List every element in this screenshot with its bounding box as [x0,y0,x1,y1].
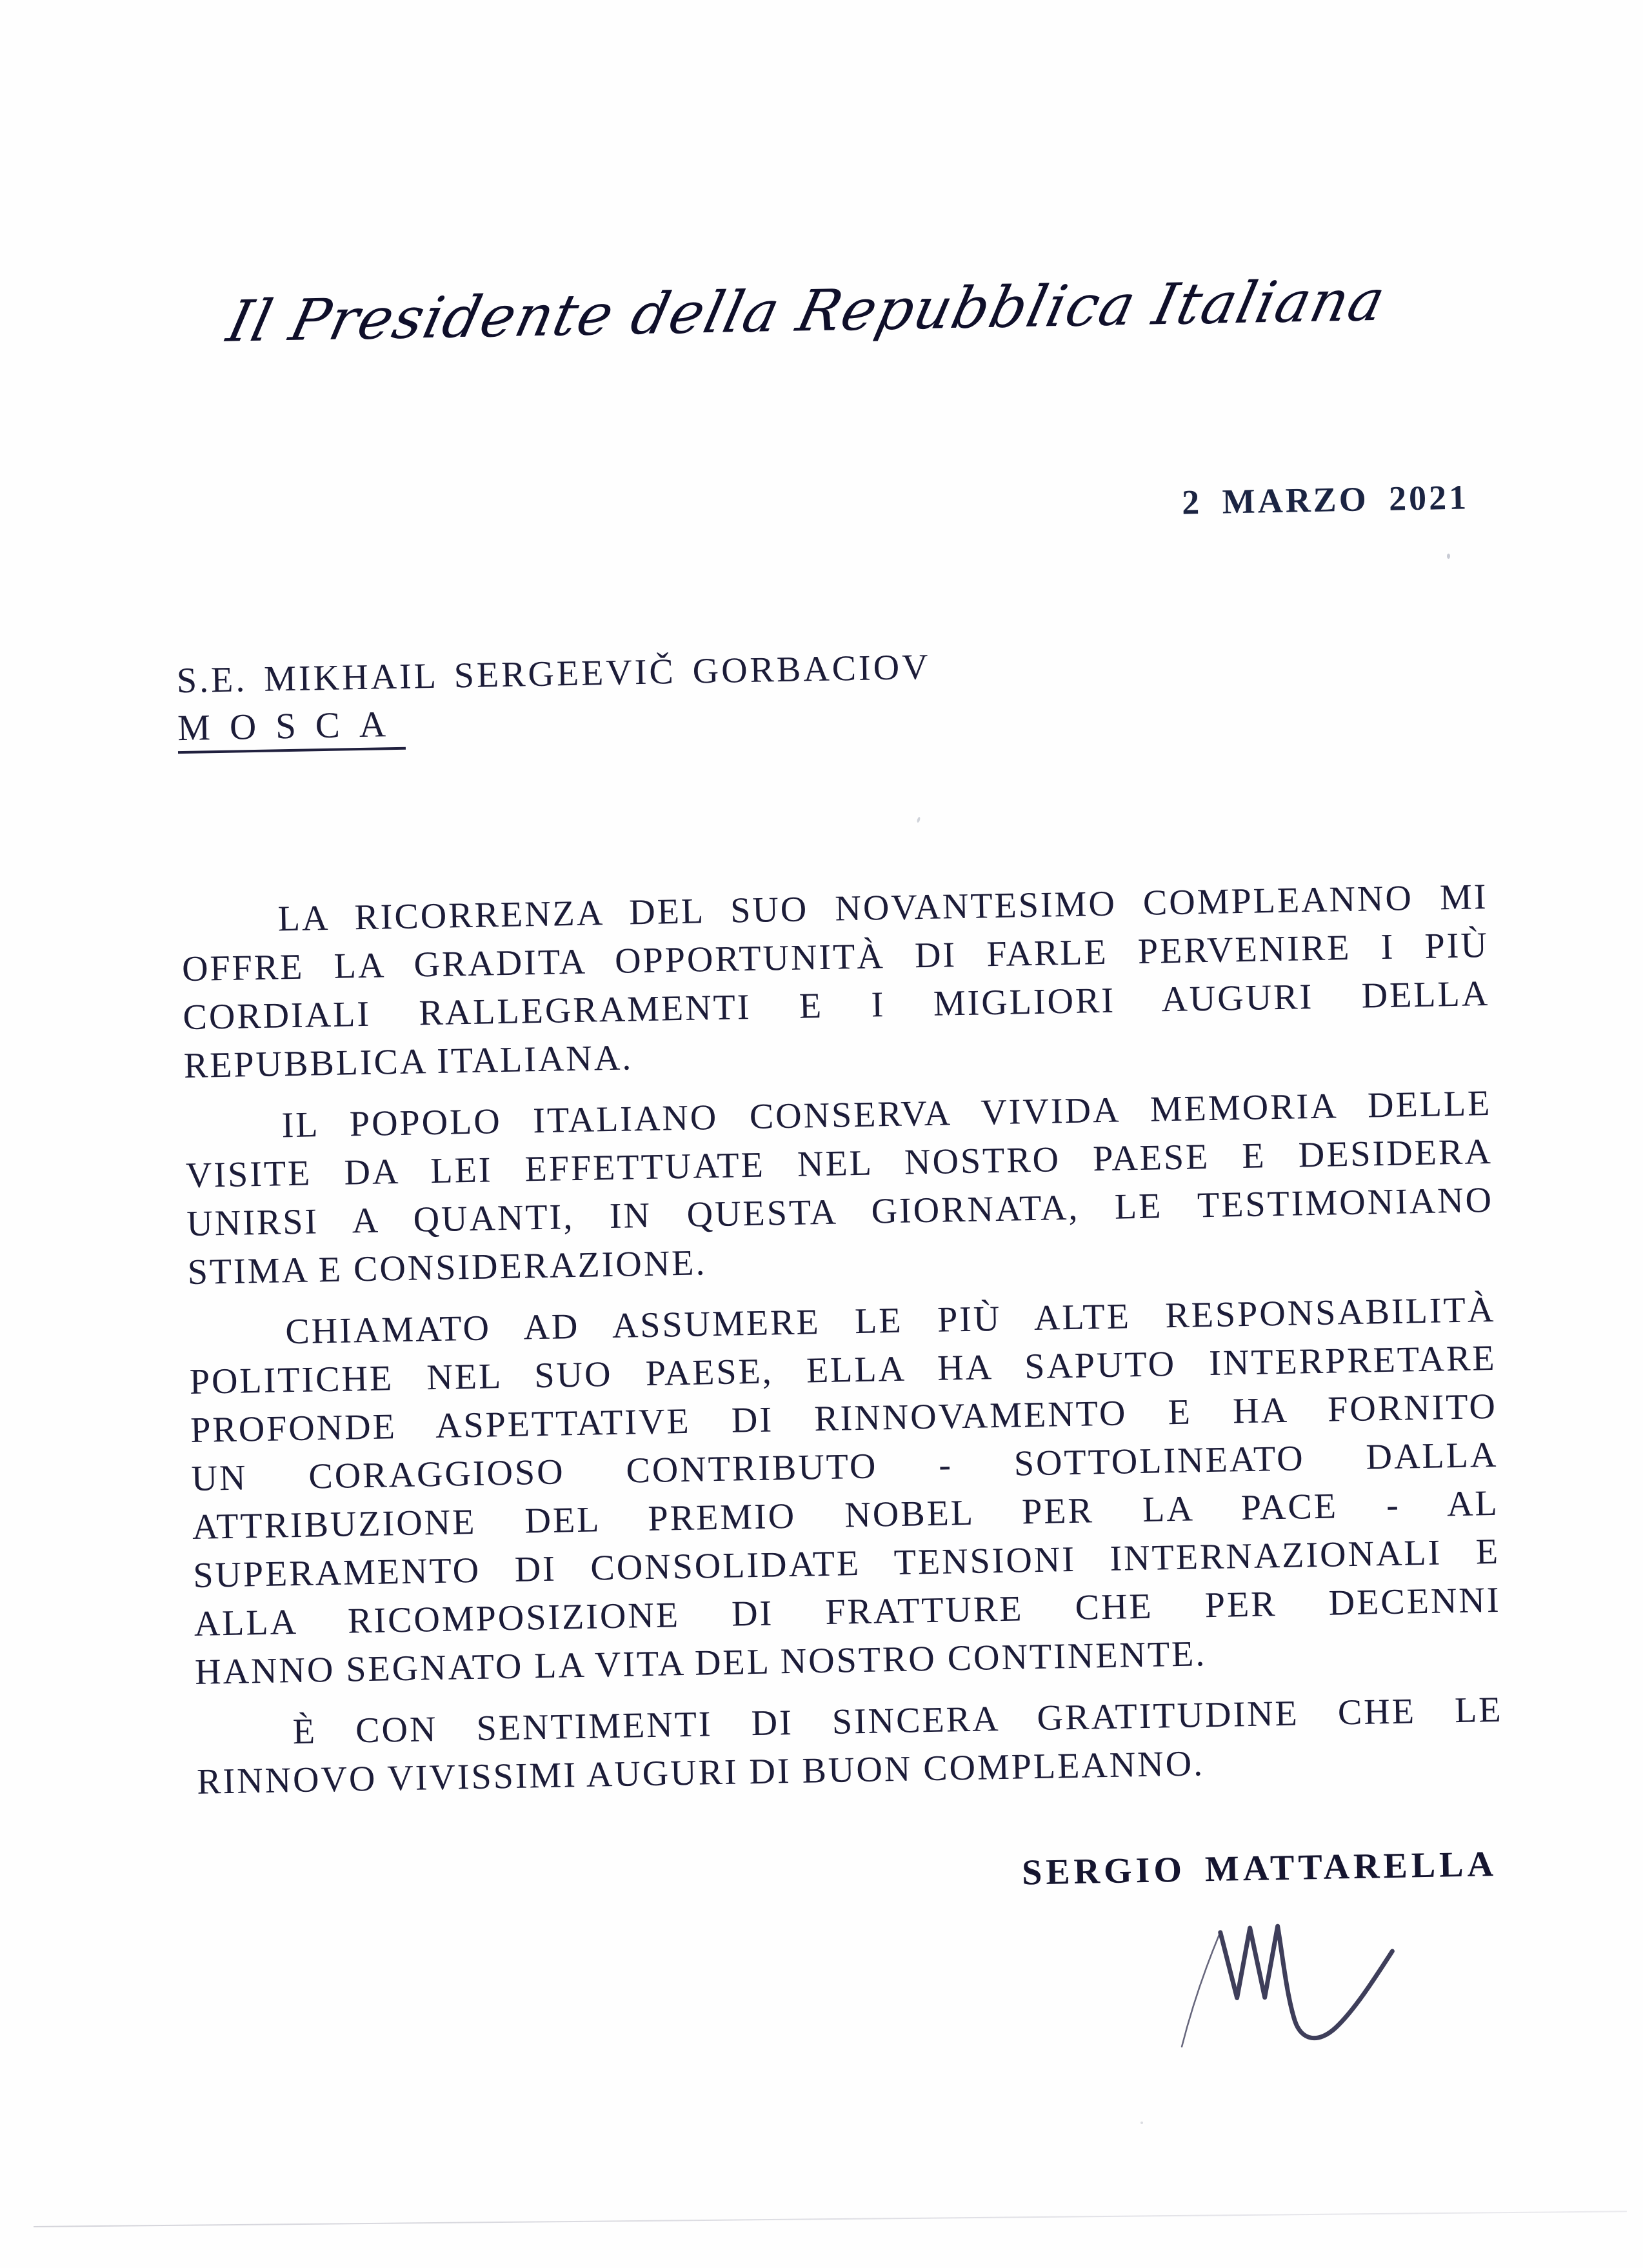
letter-line: IL POPOLO ITALIANO CONSERVA VIVIDA MEMORIA DELLE [281,1083,1492,1146]
letter-body [181,873,1504,1807]
letter-line: CORDIALI RALLEGRAMENTI E I MIGLIORI AUGURI DELLA [182,973,1490,1038]
letter-line: OFFRE LA GRADITA OPPORTUNITÀ DI FARLE PERVENIRE I PIÙ [181,925,1489,990]
letter-line: STIMA E CONSIDERAZIONE. [187,1243,707,1293]
letter-paragraph [184,1079,1495,1297]
letter-date: 2 MARZO 2021 [1181,477,1469,522]
letter-line: CHIAMATO AD ASSUMERE LE PIÙ ALTE RESPONSABILITÀ [284,1289,1496,1352]
letter-line: POLITICHE NEL SUO PAESE, ELLA HA SAPUTO INTERPRETARE [189,1338,1497,1403]
letterhead-script: Il Presidente della Repubblica Italiana [221,266,1392,355]
scan-speck [1447,554,1450,559]
handwritten-signature [1156,1915,1429,2075]
signer-name: SERGIO MATTARELLA [1021,1844,1498,1893]
letter-line: HANNO SEGNATO LA VITA DEL NOSTRO CONTINENTE. [194,1634,1207,1692]
letter-line: È CON SENTIMENTI DI SINCERA GRATITUDINE CHE LE [292,1689,1504,1752]
letter-line: LA RICORRENZA DEL SUO NOVANTESIMO COMPLEANNO MI [277,877,1489,939]
letter-line: ATTRIBUZIONE DEL PREMIO NOBEL PER LA PACE - AL [192,1483,1500,1547]
letter-line: VISITE DA LEI EFFETTUATE NEL NOSTRO PAESE E DESIDERA [185,1131,1493,1196]
recipient-city: MOSCA [177,705,406,754]
scan-speck [1140,2122,1143,2124]
recipient-block [176,645,931,754]
letter-line: RINNOVO VIVISSIMI AUGURI DI BUON COMPLEANNO. [196,1743,1205,1802]
recipient-name: S.E. MIKHAIL SERGEEVIČ GORBACIOV [176,647,931,701]
letter-paragraph [188,1286,1502,1697]
letter-line: SUPERAMENTO DI CONSOLIDATE TENSIONI INTERNAZIONALI E [192,1531,1500,1596]
letter-line: REPUBBLICA ITALIANA. [183,1038,633,1087]
letter-line: ALLA RICOMPOSIZIONE DI FRATTURE CHE PER DECENNI [194,1580,1501,1644]
letter-line: PROFONDE ASPETTATIVE DI RINNOVAMENTO E HA FORNITO [190,1386,1498,1450]
letter-line: UNIRSI A QUANTI, IN QUESTA GIORNATA, LE TESTIMONIANO [186,1179,1494,1245]
letter-paragraph [195,1686,1504,1807]
letter-line: UN CORAGGIOSO CONTRIBUTO - SOTTOLINEATO DALLA [191,1434,1499,1499]
letter-paragraph [181,873,1491,1090]
